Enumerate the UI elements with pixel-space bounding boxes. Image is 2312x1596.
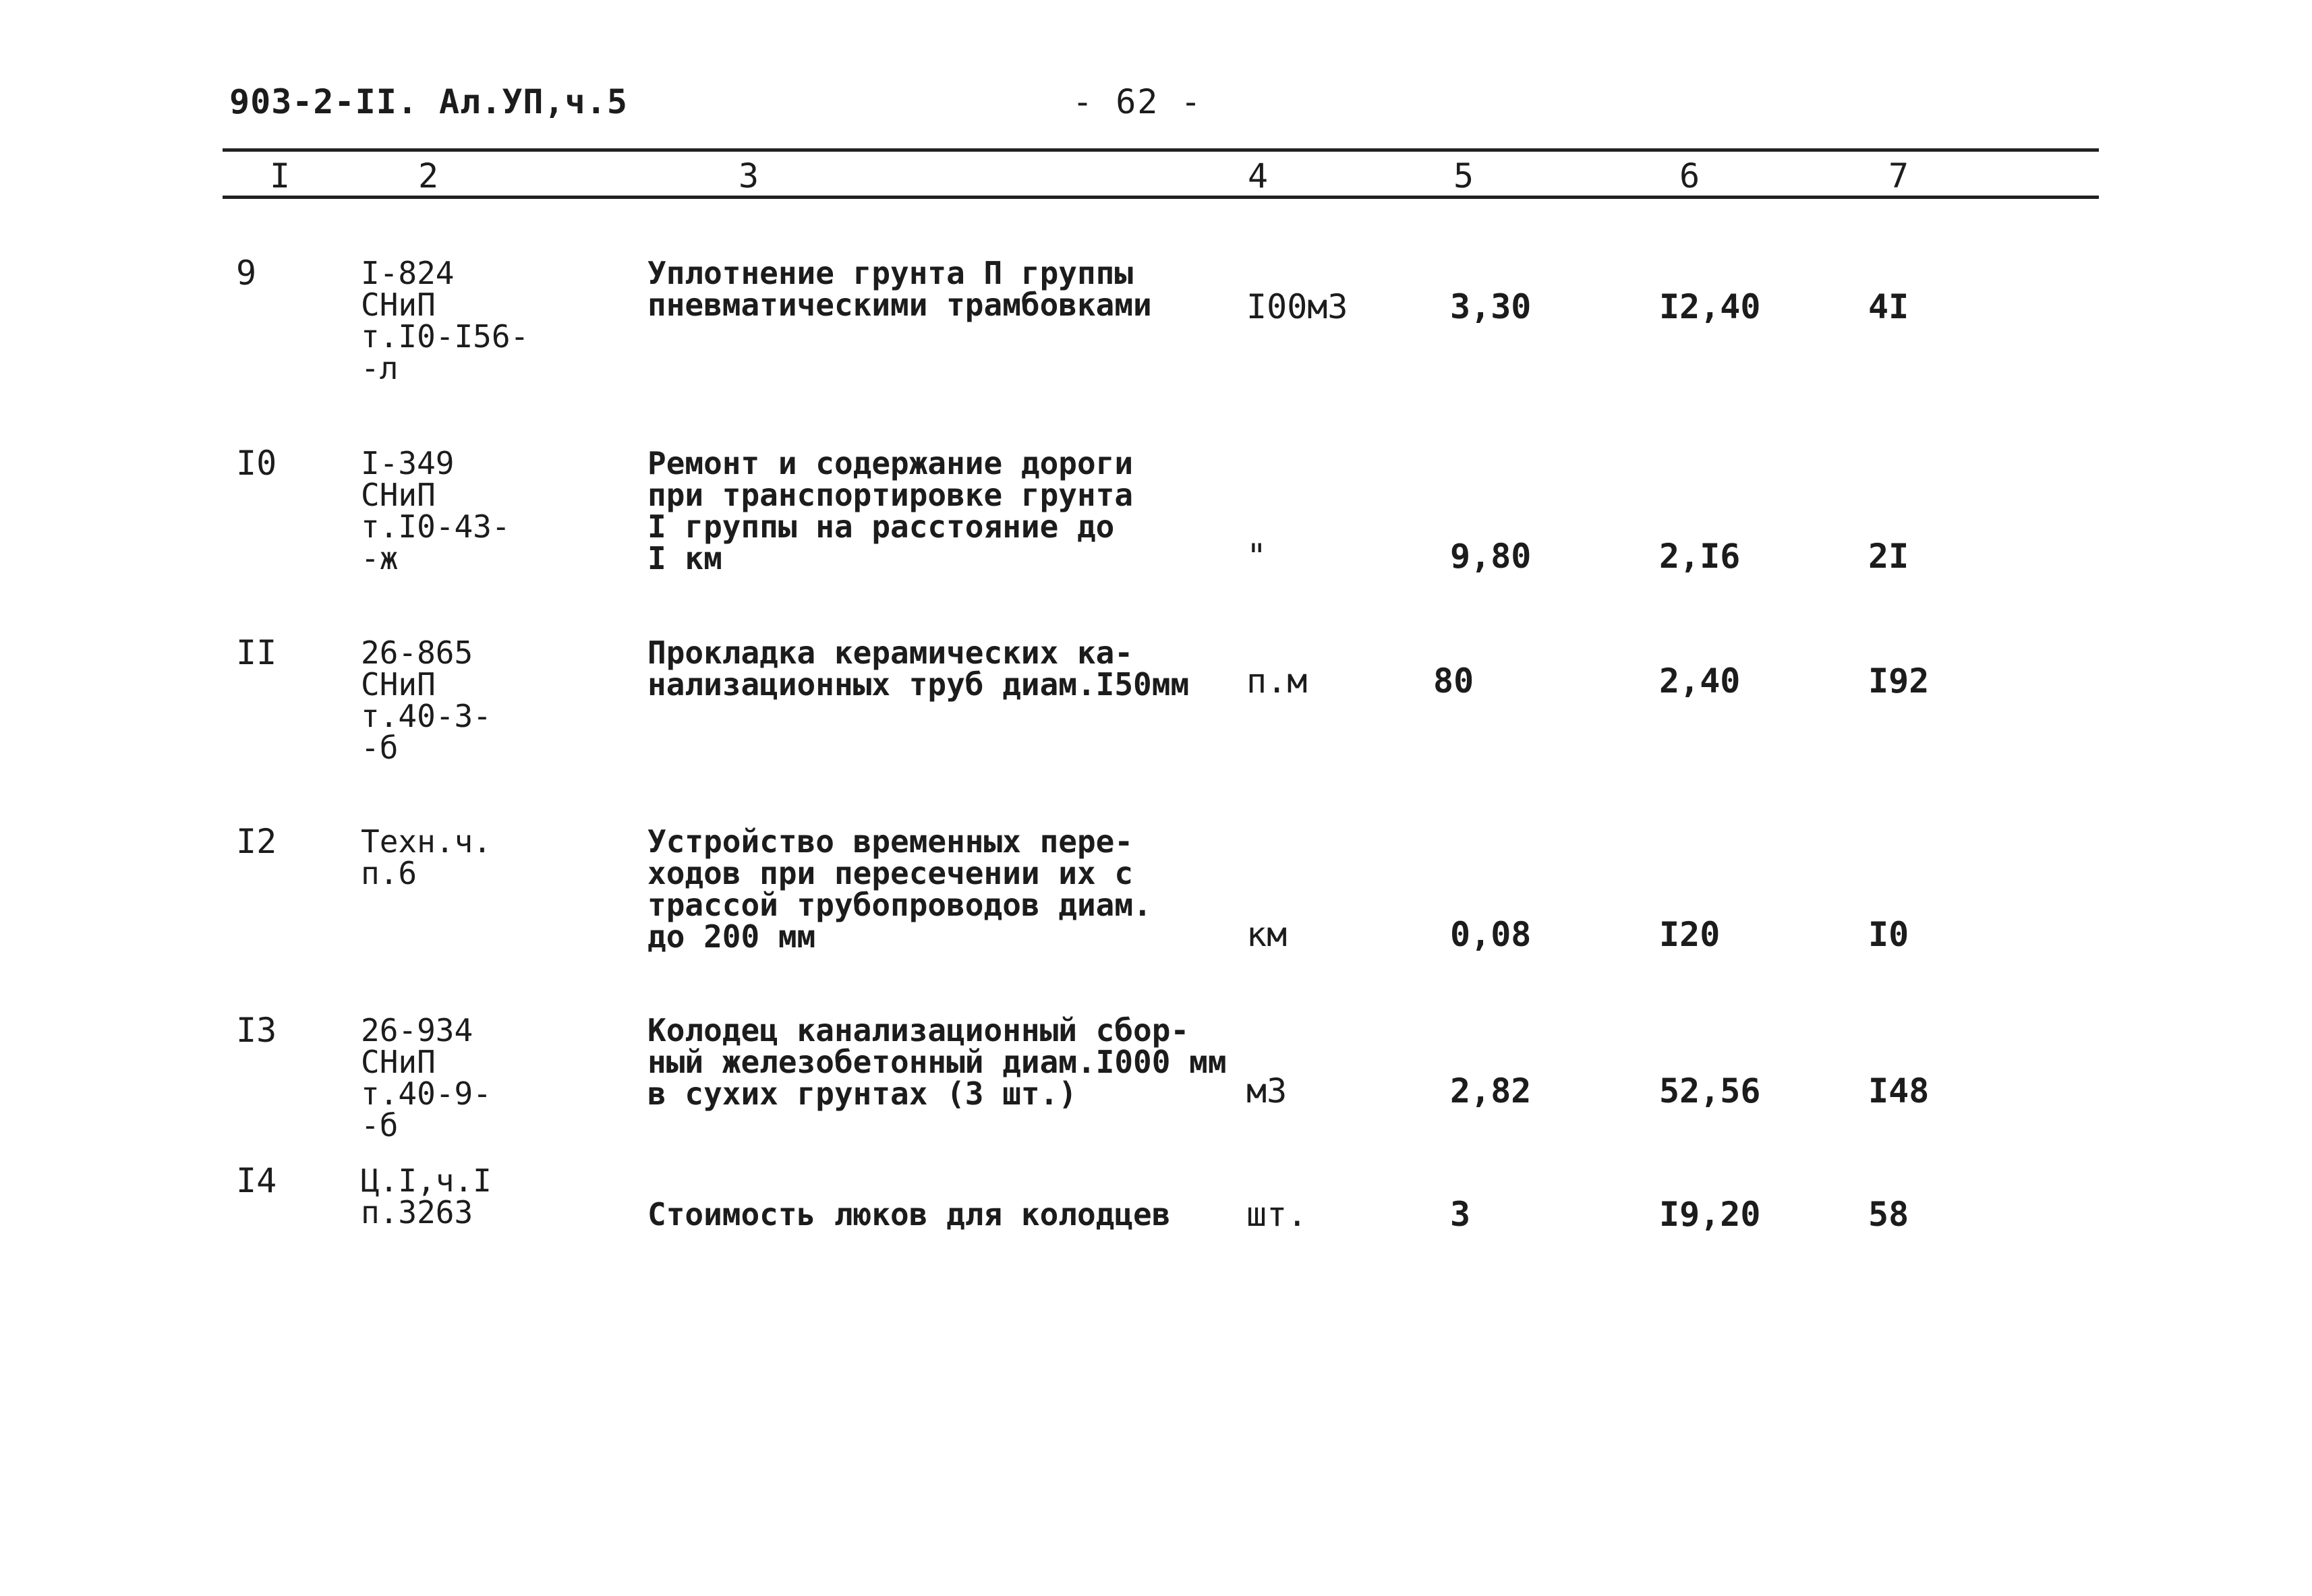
row-reference: Ц.I,ч.I п.3263: [361, 1162, 492, 1231]
column-header-2: 2: [418, 156, 439, 196]
row-total: I0: [1868, 915, 1909, 954]
row-unit-price: 2,40: [1659, 661, 1741, 701]
row-unit-price: 2,I6: [1659, 537, 1741, 576]
row-description: Устройство временных пере- ходов при пересечении их с трассой трубопроводов диам. до 200 мм: [647, 823, 1152, 955]
document-code: 903-2-II. Ал.УП,ч.5: [229, 82, 628, 121]
row-reference: 26-934 СНиП т.40-9- -б: [361, 1012, 492, 1144]
row-unit-price: I2,40: [1659, 287, 1761, 326]
row-number: II: [236, 633, 277, 672]
row-description: Ремонт и содержание дороги при транспортировке грунта I группы на расстояние до I км: [647, 445, 1134, 577]
row-description: Прокладка керамических ка- нализационных труб диам.I50мм: [647, 634, 1190, 703]
row-quantity: 9,80: [1450, 537, 1532, 576]
row-total: I48: [1868, 1071, 1930, 1111]
row-quantity: 3: [1450, 1195, 1471, 1234]
row-unit: км: [1246, 915, 1288, 954]
table-top-rule: [223, 148, 2099, 152]
row-unit-price: I20: [1659, 915, 1721, 954]
column-header-4: 4: [1248, 156, 1269, 196]
row-number: I4: [236, 1161, 277, 1200]
row-description: Колодец канализационный сбор- ный железобетонный диам.I000 мм в сухих грунтах (3 шт.): [647, 1012, 1227, 1112]
row-unit: м3: [1246, 1071, 1288, 1111]
row-reference: I-349 СНиП т.I0-43- -ж: [361, 445, 511, 577]
row-reference: I-824 СНиП т.I0-I56- -л: [361, 255, 529, 386]
column-header-3: 3: [739, 156, 759, 196]
column-header-1: I: [270, 156, 291, 196]
row-number: I2: [236, 822, 277, 861]
row-description: Уплотнение грунта П группы пневматическими трамбовками: [647, 255, 1152, 323]
row-unit: п.м: [1246, 661, 1308, 701]
row-unit-price: I9,20: [1659, 1195, 1761, 1234]
row-number: I3: [236, 1011, 277, 1050]
table-header-rule: [223, 196, 2099, 199]
row-description: Стоимость люков для колодцев: [647, 1196, 1171, 1233]
row-quantity: 0,08: [1450, 915, 1532, 954]
row-total: 58: [1868, 1195, 1909, 1234]
column-header-7: 7: [1888, 156, 1909, 196]
row-quantity: 3,30: [1450, 287, 1532, 326]
row-total: 4I: [1868, 287, 1909, 326]
row-unit: шт.: [1246, 1195, 1308, 1234]
row-number: 9: [236, 254, 257, 293]
row-unit: I00м3: [1246, 287, 1348, 326]
row-total: I92: [1868, 661, 1930, 701]
row-reference: 26-865 СНиП т.40-3- -б: [361, 634, 492, 766]
row-number: I0: [236, 444, 277, 483]
column-header-6: 6: [1679, 156, 1700, 196]
row-quantity: 2,82: [1450, 1071, 1532, 1111]
row-reference: Техн.ч. п.6: [361, 823, 492, 891]
row-unit-price: 52,56: [1659, 1071, 1761, 1111]
row-quantity: 80: [1433, 661, 1474, 701]
page-number: - 62 -: [1072, 82, 1203, 121]
column-header-5: 5: [1453, 156, 1474, 196]
row-total: 2I: [1868, 537, 1909, 576]
row-unit: ": [1246, 537, 1267, 576]
